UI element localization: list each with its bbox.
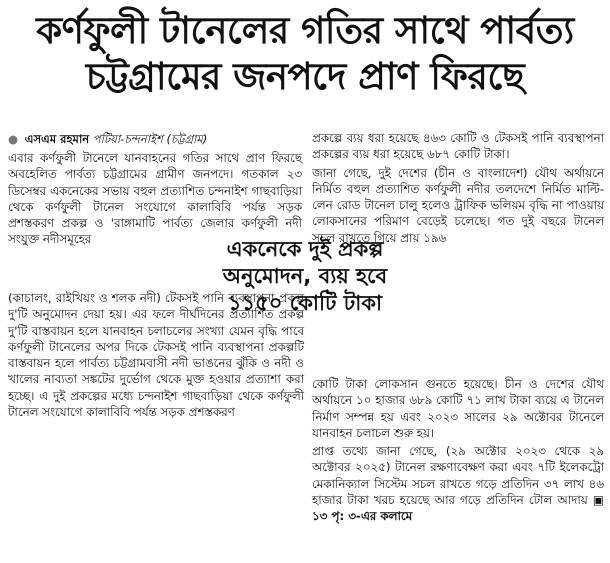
pull-quote-line-1: একনেকে দুই প্রকল্প bbox=[226, 237, 384, 261]
column-2-bottom bbox=[312, 376, 604, 527]
column-1-paragraph-1-bottom: (কাচালং, রাইখিয়ং ও শলক নদী) টেকসই পানি ব্যবস্থাপনা প্রকল্প দু'টি অনুমোদন দেয়া হয়। এর ফলে দীর্ঘদিনের প্রত্যাশিত প্রকল্প দু'টি বাস্তবায়ন হলে যানবাহন চলাচলের সংখ্যা যেমন বৃদ্ধি পাবে কর্ণফুলী টানেলের অপর দিকে টেকসই পানি ব্যবস্থাপনা প্রকল্পটি বাস্তবায়ন হলে পার্বত্য চট্টগ্রামবাসী নদী ভাঙনের ঝুঁকি ও নদী ও খালের নাব্যতা সঙ্কটের দুর্ভোগ থেকে মুক্ত হওয়ার প্রত্যাশা করা হচ্ছে। এ দুই প্রকল্পের মধ্যে চন্দনাইশ গাছবাড়িয়া থেকে কর্ণফুলী টানেল সংযোগে কালাবিবি পর্যন্ত সড়ক প্রশস্তকরণ bbox=[8, 291, 304, 420]
column-1-paragraph-1-top: এবার কর্ণফুলী টানেলে যানবাহনের গতির সাথে প্রাণ ফিরছে অবহেলিত পার্বত্য চট্টগ্রামের গ্রামীণ জনপদে। গতকাল ২৩ ডিসেম্বর একনেকের সভায় বহুল প্রত্যাশিত চন্দনাইশ গাছবাড়িয়া থেকে কর্ণফুলী টানেল সংযোগে কালাবিবি পর্যন্ত সড়ক প্রশস্তকরণ প্রকল্প ও 'রাঙ্গামাটি পার্বত্য জেলার কর্ণফুলী নদী সংযুক্ত নদীসমূহের bbox=[8, 151, 302, 247]
headline bbox=[0, 8, 610, 100]
pull-quote-line-3: ১১৫০ কোটি টাকা bbox=[227, 291, 383, 315]
byline-author: এসএম রহমান bbox=[24, 132, 90, 146]
byline-place: পটিয়া-চন্দনাইশ (চট্টগ্রাম) bbox=[92, 132, 208, 146]
column-2-paragraph-2-top: জানা গেছে, দুই দেশের (চীন ও বাংলাদেশ) যৌথ অর্থায়নে নির্মিত বহুল প্রত্যাশিত কর্ণফুলী নদীর তলদেশে নির্মিত মাল্টি-লেন রোড টানেল চালু হলেও ট্রাফিক ভলিয়ম বৃদ্ধি না পাওয়ায় লোকসানের পরিমাণ বেড়েই চলেছে। গত দুই বছরে টানেল সচল রাখতে গিয়ে প্রায় ১৯৬ bbox=[312, 165, 604, 245]
column-2-paragraph-3-text: প্রাপ্ত তথ্যে জানা গেছে, (২৯ অক্টোর ২০২৩ থেকে ২৯ অক্টোবর ২০২৫) টানেল রক্ষণাবেক্ষণ করা এবং ৭টি ইলেকট্রো মেকানিক্যাল সিস্টেম সচল রাখতে গড়ে প্রতিদিন ৩৭ লাখ ৪৬ হাজার টাকা খরচ হয়েছে আর গড়ে প্রতিদিন টোল আদায় bbox=[312, 444, 604, 508]
column-2-top bbox=[312, 130, 604, 248]
column-2-paragraph-3 bbox=[312, 443, 604, 524]
byline bbox=[8, 131, 304, 147]
column-1-top bbox=[8, 150, 302, 250]
headline-line-1: কর্ণফুলী টানেলের গতির সাথে পার্বত্য bbox=[36, 9, 574, 52]
headline-line-2: চট্টগ্রামের জনপদে প্রাণ ফিরছে bbox=[85, 55, 525, 98]
continued-jump-line: ▣ ১৩ পৃ: ৩-এর কলামে bbox=[312, 493, 605, 524]
column-2-paragraph-2-bottom: কোটি টাকা লোকসান গুনতে হয়েছে। চীন ও দেশের যৌথ অর্থায়নে ১০ হাজার ৬৮৯ কোটি ৭১ লাখ টাকা ব্যয়ে এ টানেল নির্মাণ সম্পন্ন হয় এবং ২০২৩ সালের ২৯ অক্টোবর টানেলে যানবাহন চলাচল শুরু হয়। bbox=[312, 377, 604, 440]
byline-bullet-icon: ● bbox=[8, 132, 19, 146]
column-1-bottom bbox=[8, 290, 304, 422]
pull-quote-line-2: অনুমোদন, ব্যয় হবে bbox=[222, 264, 388, 288]
column-2-paragraph-1: প্রকল্পে ব্যয় ধরা হয়েছে ৪৬৩ কোটি ও টেকসই পানি ব্যবস্থাপনা প্রকল্পের ব্যয় ধরা হয়েছে ৬৮৭ কোটি টাকা। bbox=[312, 131, 604, 162]
